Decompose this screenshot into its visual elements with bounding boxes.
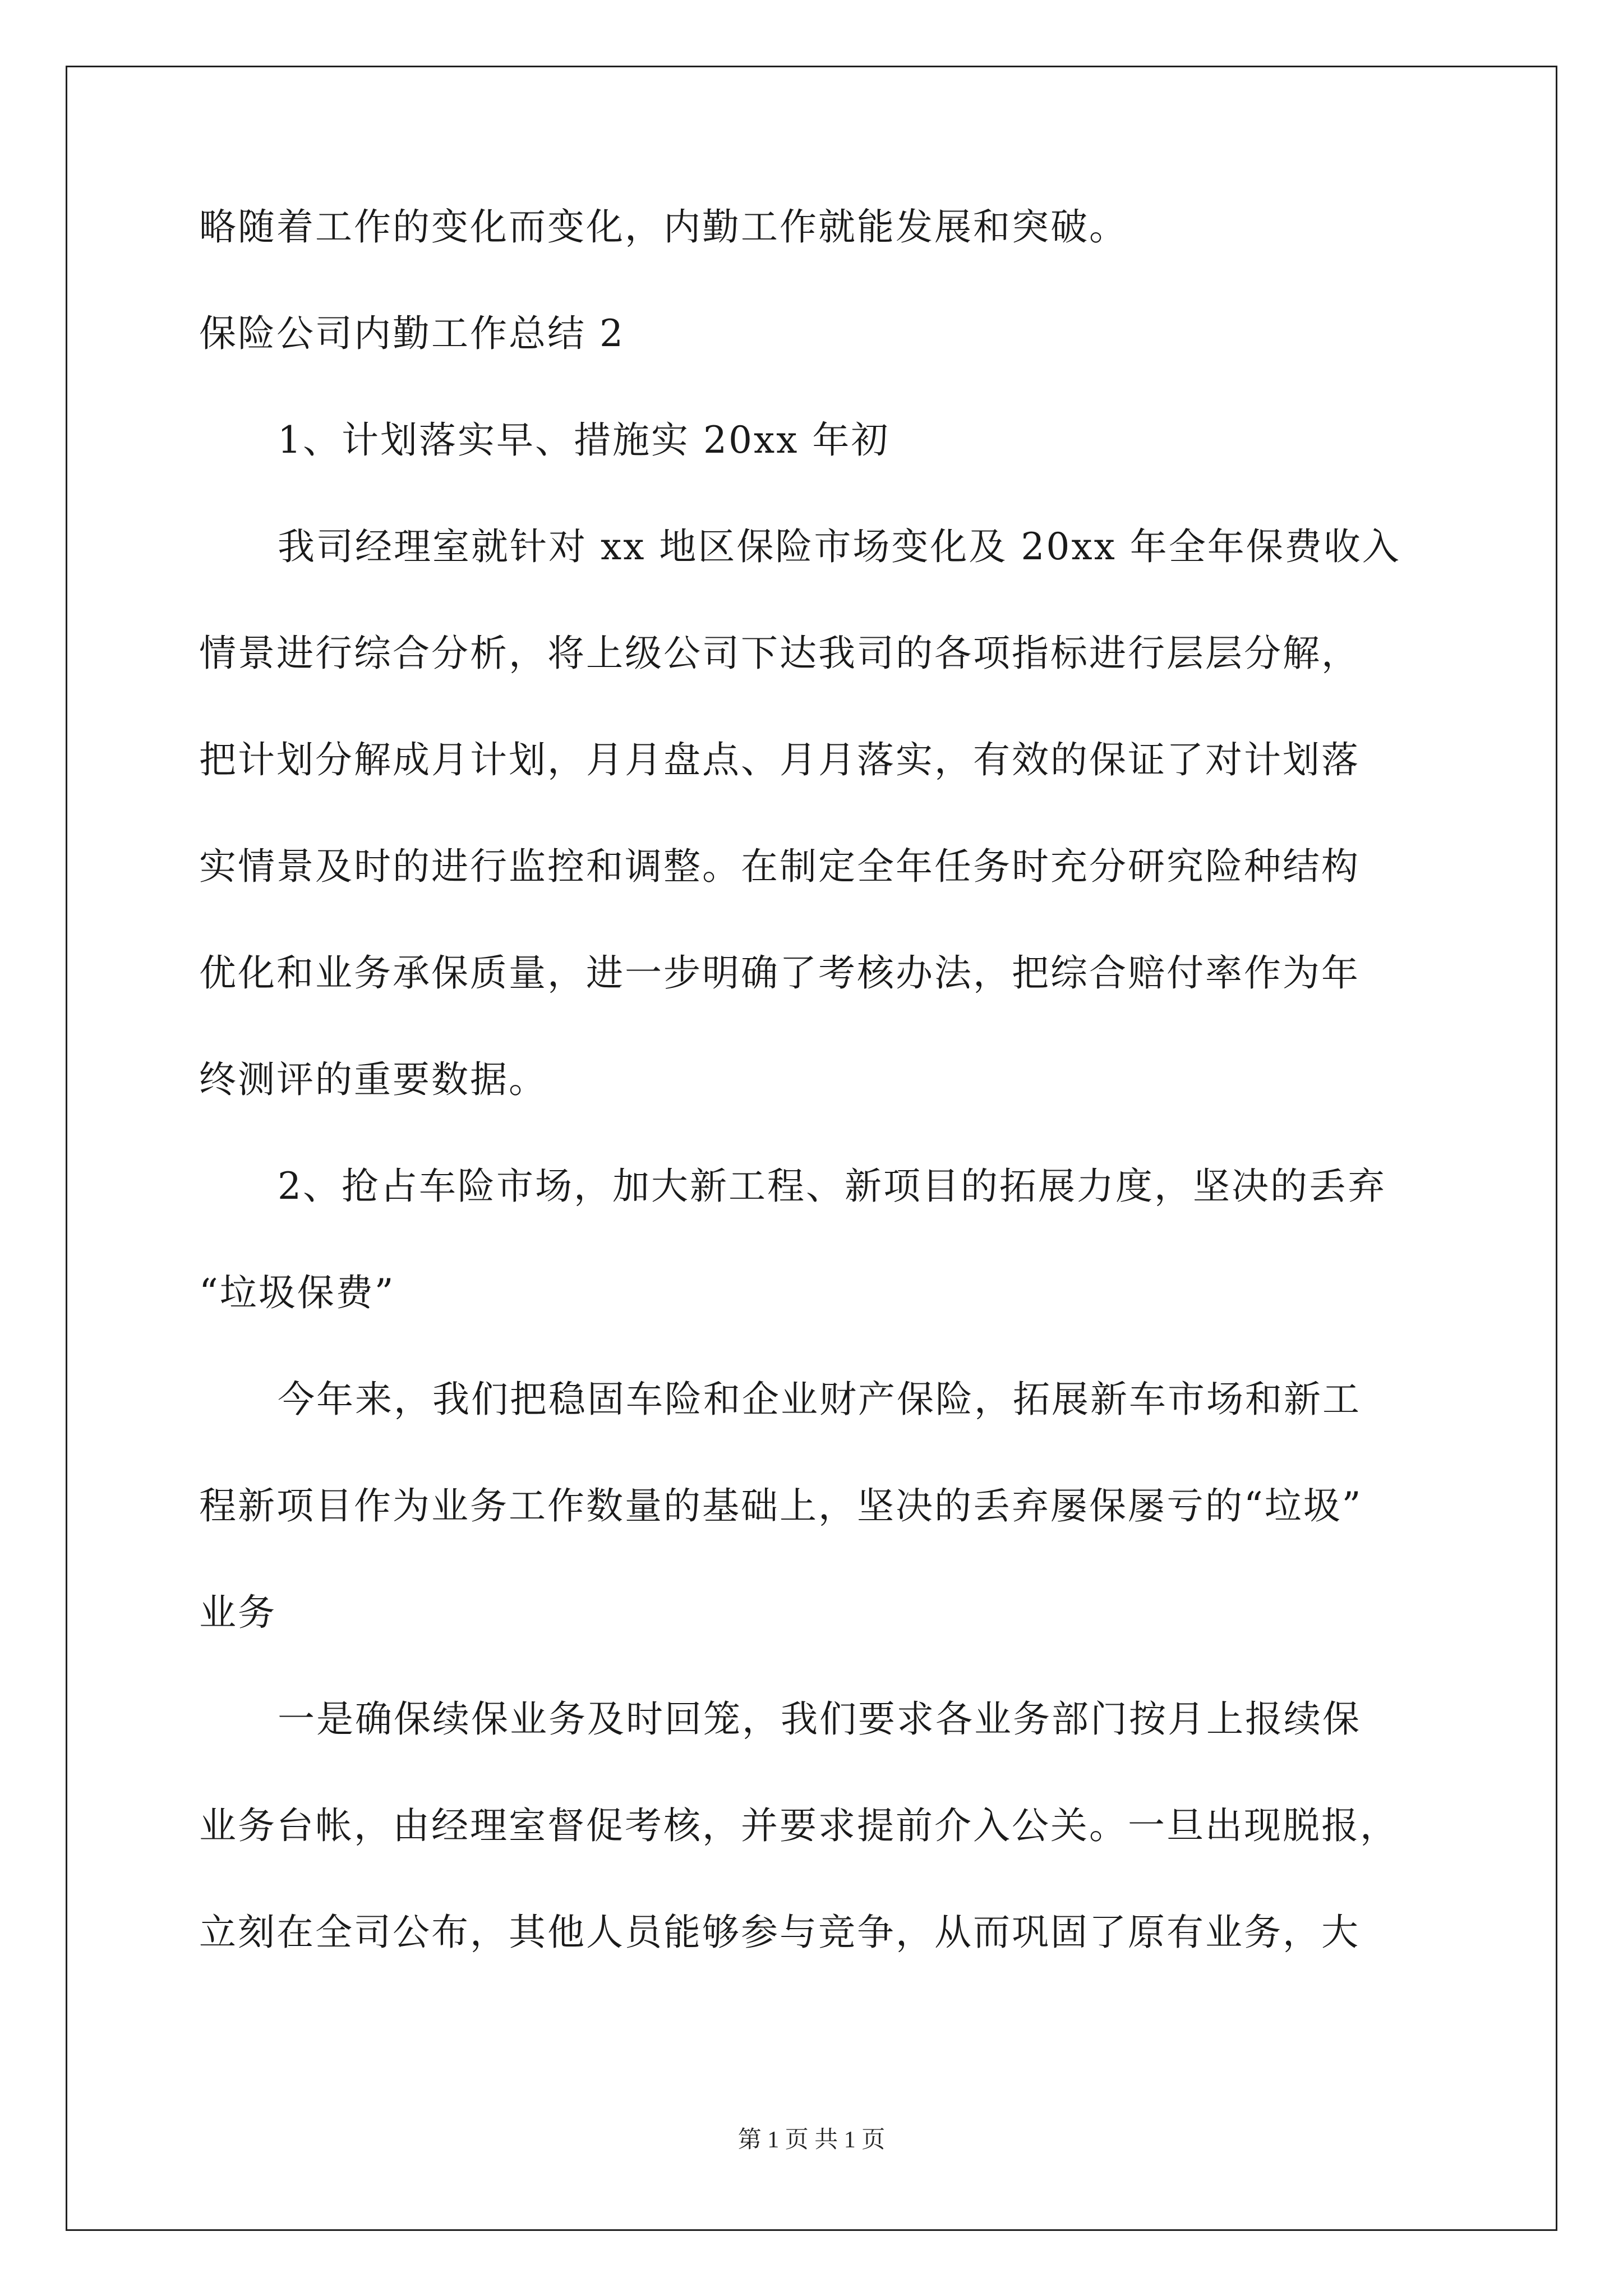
section-heading: 保险公司内勤工作总结 2 [199,312,625,355]
paragraph-line: 略随着工作的变化而变化，内勤工作就能发展和突破。 [199,205,1128,249]
paragraph-line: 业务台帐，由经理室督促考核，并要求提前介入公关。一旦出现脱报， [199,1804,1399,1847]
page-border [66,66,1557,2231]
subheading-line: “垃圾保费” [199,1271,395,1314]
paragraph-line: 终测评的重要数据。 [199,1058,547,1101]
subheading-line: 2、抢占车险市场，加大新工程、新项目的拓展力度，坚决的丢弃 [278,1165,1386,1208]
paragraph-line: 业务 [199,1591,276,1634]
subheading-line: 1、计划落实早、措施实 20xx 年初 [278,418,890,462]
paragraph-line: 今年来，我们把稳固车险和企业财产保险，拓展新车市场和新工 [278,1378,1361,1421]
page-footer: 第 1 页 共 1 页 [737,2127,886,2153]
paragraph-line: 情景进行综合分析，将上级公司下达我司的各项指标进行层层分解， [199,632,1360,675]
paragraph-line: 实情景及时的进行监控和调整。在制定全年任务时充分研究险种结构 [199,845,1360,888]
paragraph-line: 立刻在全司公布，其他人员能够参与竞争，从而巩固了原有业务，大 [199,1911,1360,1954]
paragraph-line: 一是确保续保业务及时回笼，我们要求各业务部门按月上报续保 [278,1697,1361,1741]
paragraph-line: 我司经理室就针对 xx 地区保险市场变化及 20xx 年全年保费收入 [278,525,1401,568]
paragraph-line: 把计划分解成月计划，月月盘点、月月落实，有效的保证了对计划落 [199,738,1360,781]
paragraph-line: 程新项目作为业务工作数量的基础上，坚决的丢弃屡保屡亏的“垃圾” [199,1484,1363,1527]
paragraph-line: 优化和业务承保质量，进一步明确了考核办法，把综合赔付率作为年 [199,951,1360,995]
